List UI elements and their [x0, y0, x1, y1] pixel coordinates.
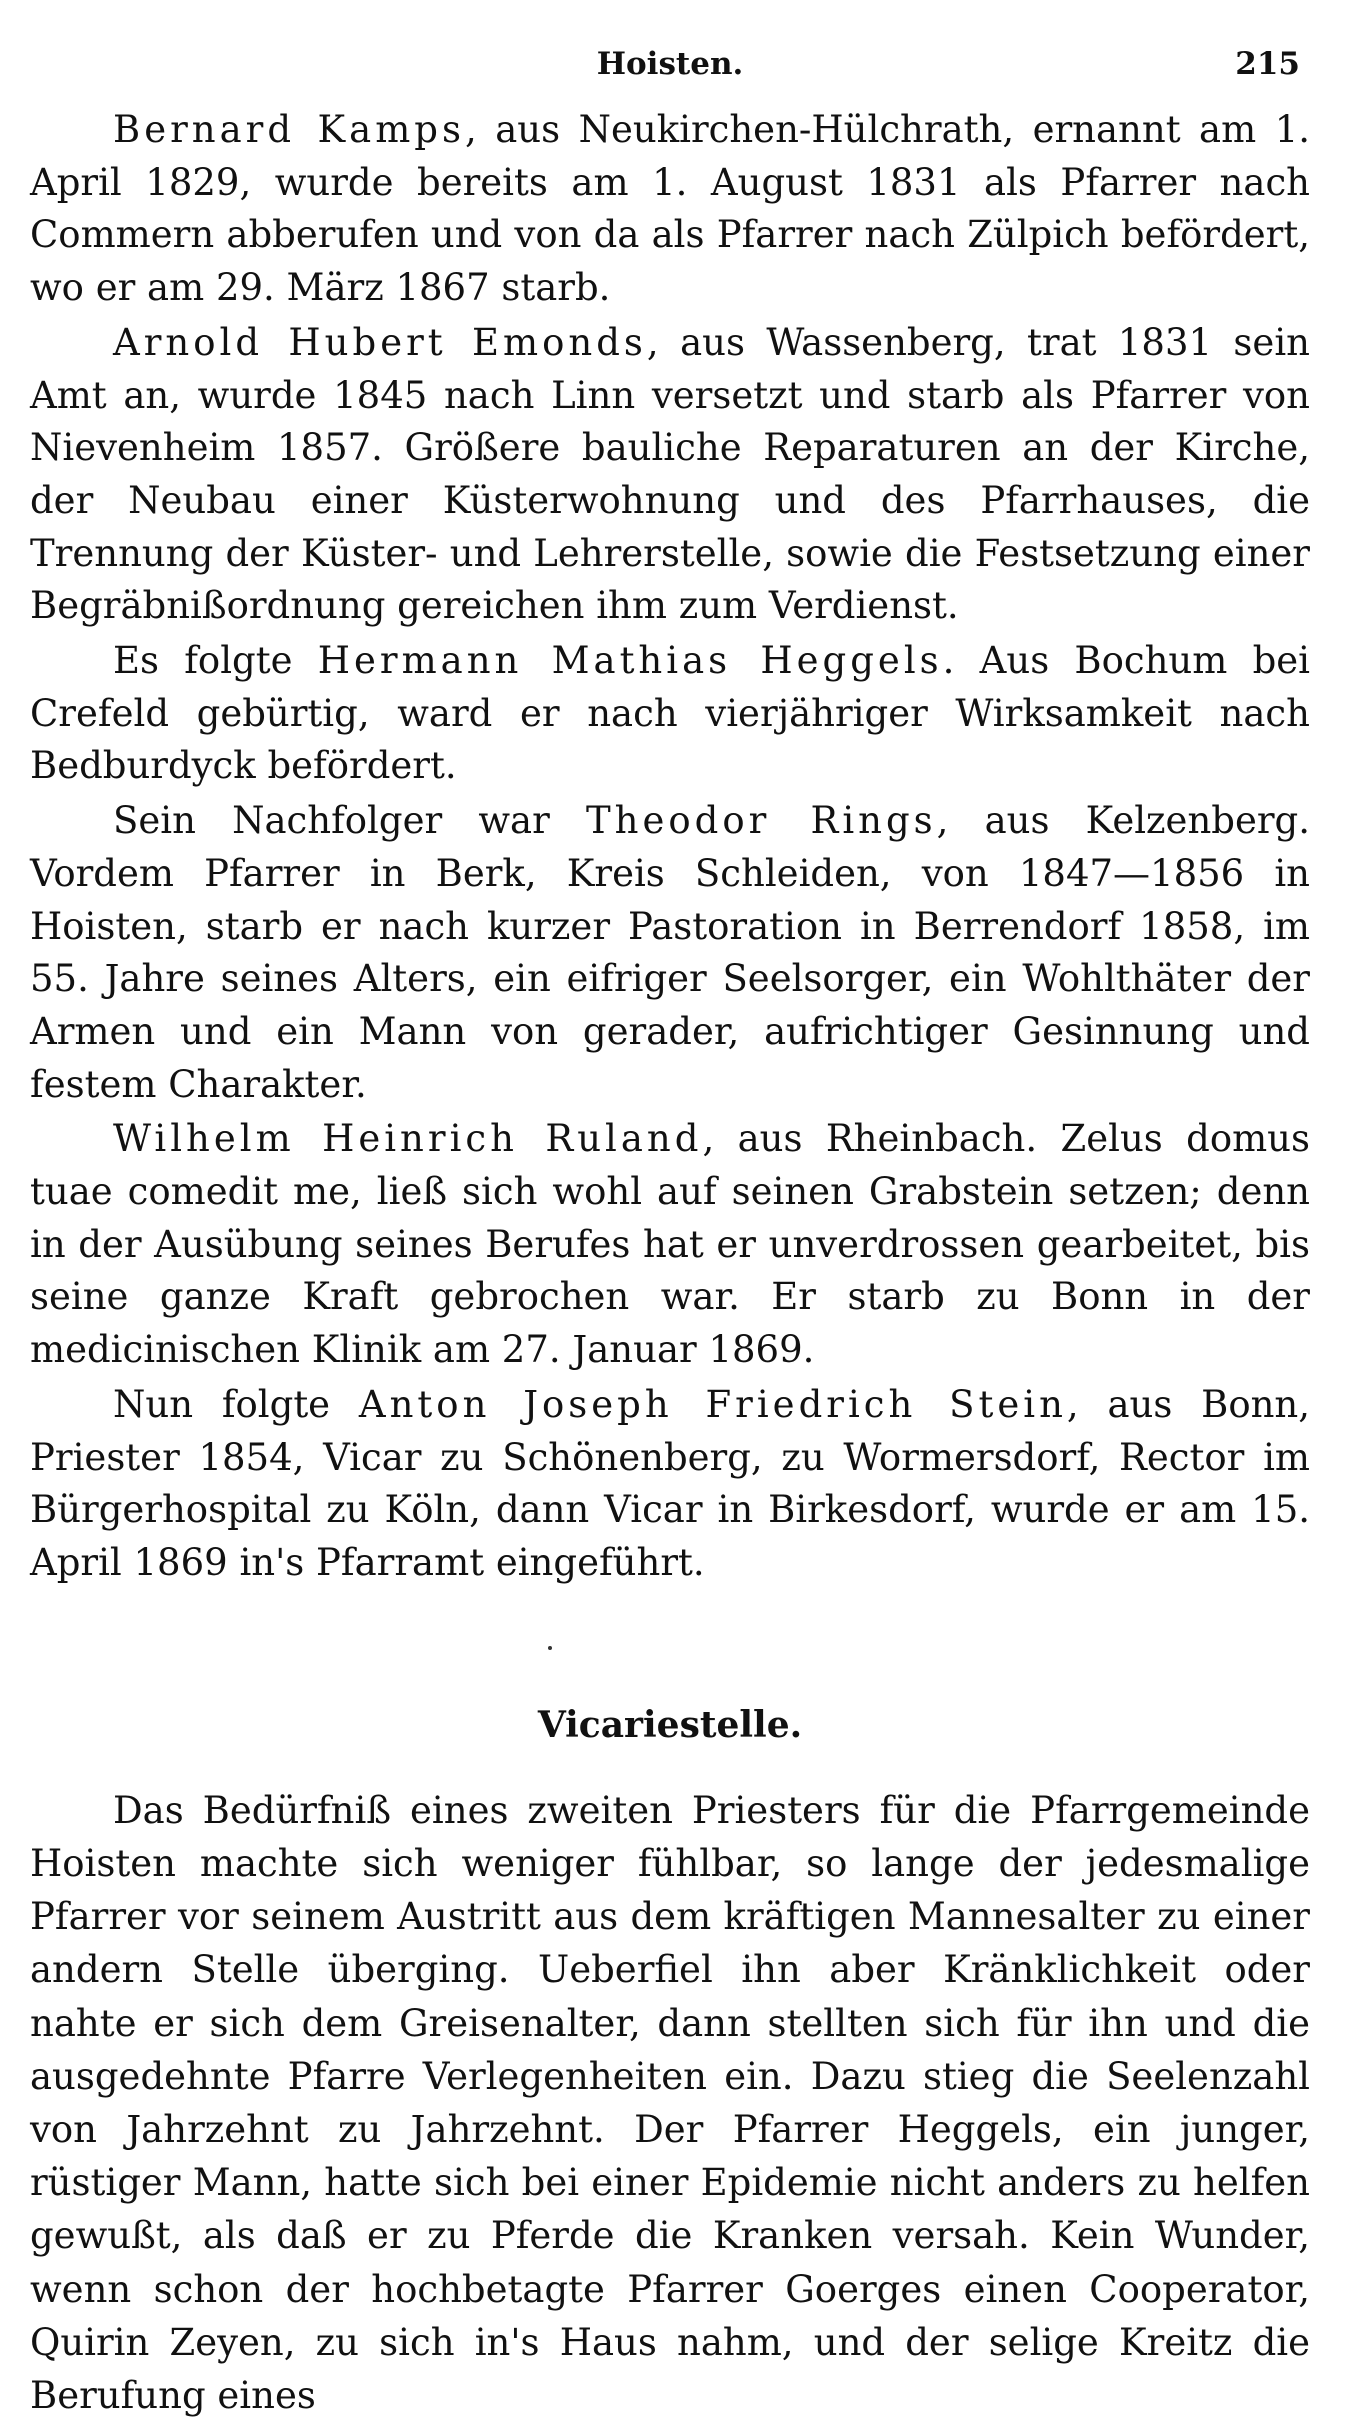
person-name: Hermann Mathias Heggels — [317, 639, 943, 683]
section-heading: Vicariestelle. — [537, 1703, 803, 1746]
running-head — [30, 40, 1310, 90]
running-title: Hoisten. — [596, 46, 744, 82]
paragraph-text: . Aus Bochum bei Crefeld gebürtig, ward er nach vierjähriger Wirksamkeit nach Bedburdyck befördert. — [30, 639, 1310, 788]
paragraph-stein — [30, 1379, 1310, 1590]
paragraph-kamps — [30, 104, 1310, 315]
ink-dot — [548, 1646, 552, 1650]
paragraph-lead: Es folgte — [113, 639, 318, 683]
paragraph-heggels — [30, 635, 1310, 793]
paragraph-ruland — [30, 1113, 1310, 1377]
page-number: 215 — [1235, 46, 1300, 82]
person-name: Theodor Rings — [585, 799, 937, 843]
paragraph-text: , aus Bonn, Priester 1854, Vicar zu Schönenberg, zu Wormersdorf, Rector im Bürgerhospital zu Köln, dann Vicar in Birkesdorf, wurde er am 15. April 1869 in's Pfarramt eingeführt. — [30, 1382, 1311, 1584]
paragraph-rings — [30, 795, 1310, 1111]
person-name: Bernard Kamps — [113, 108, 465, 151]
person-name: Anton Joseph Friedrich Stein — [358, 1382, 1067, 1426]
paragraph-text: , aus Neukirchen-Hülchrath, ernannt am 1. April 1829, wurde bereits am 1. August 1831 als Pfarrer nach Commern abberufen und von da als Pfarrer nach Zülpich befördert, wo er am 29. März 1867 starb. — [30, 108, 1310, 310]
paragraph-lead: Sein Nachfolger war — [113, 799, 586, 843]
paragraph-text: , aus Rheinbach. Zelus domus tuae comedit me, ließ sich wohl auf seinen Grabstein setzen; denn in der Ausübung seines Berufes hat er unverdrossen gearbeitet, bis seine ganze Kraft gebrochen war. Er starb zu Bonn in der medicinischen Klinik am 27. Januar 1869. — [30, 1117, 1310, 1372]
paragraph-text: , aus Kelzenberg. Vordem Pfarrer in Berk, Kreis Schleiden, von 1847—1856 in Hoisten, starb er nach kurzer Pastoration in Berrendorf 1858, im 55. Jahre seines Alters, ein eifriger Seelsorger, ein Wohlthäter der Armen und ein Mann von gerader, aufrichtiger Gesinnung und festem Charakter. — [30, 799, 1310, 1106]
paragraph-vicariestelle: Das Bedürfniß eines zweiten Priesters für die Pfarrgemeinde Hoisten machte sich weniger fühlbar, so lange der jedesmalige Pfarrer vor seinem Austritt aus dem kräftigen Mannesalter zu einer andern Stelle überging. Ueberfiel ihn aber Kränklichkeit oder nahte er sich dem Greisenalter, dann stellten sich für ihn und die ausgedehnte Pfarre Verlegenheiten ein. Dazu stieg die Seelenzahl von Jahrzehnt zu Jahrzehnt. Der Pfarrer Heggels, ein junger, rüstiger Mann, hatte sich bei einer Epidemie nicht anders zu helfen gewußt, als daß er zu Pferde die Kranken versah. Kein Wunder, wenn schon der hochbetagte Pfarrer Goerges einen Cooperator, Quirin Zeyen, zu sich in's Haus nahm, und der selige Kreitz die Berufung eines — [30, 1788, 1310, 2417]
divider-dot — [30, 1590, 1310, 1680]
person-name: Wilhelm Heinrich Ruland — [113, 1117, 703, 1161]
book-page — [30, 40, 1310, 2422]
paragraph-text: , aus Wassenberg, trat 1831 sein Amt an, wurde 1845 nach Linn versetzt und starb als Pfarrer von Nievenheim 1857. Größere bauliche Reparaturen an der Kirche, der Neubau einer Küsterwohnung und des Pfarrhauses, die Trennung der Küster- und Lehrerstelle, sowie die Festsetzung einer Begräbnißordnung gereichen ihm zum Verdienst. — [30, 320, 1310, 628]
paragraph-emonds — [30, 317, 1310, 633]
paragraph-lead: Nun folgte — [113, 1382, 359, 1426]
person-name: Arnold Hubert Emonds — [113, 320, 647, 364]
